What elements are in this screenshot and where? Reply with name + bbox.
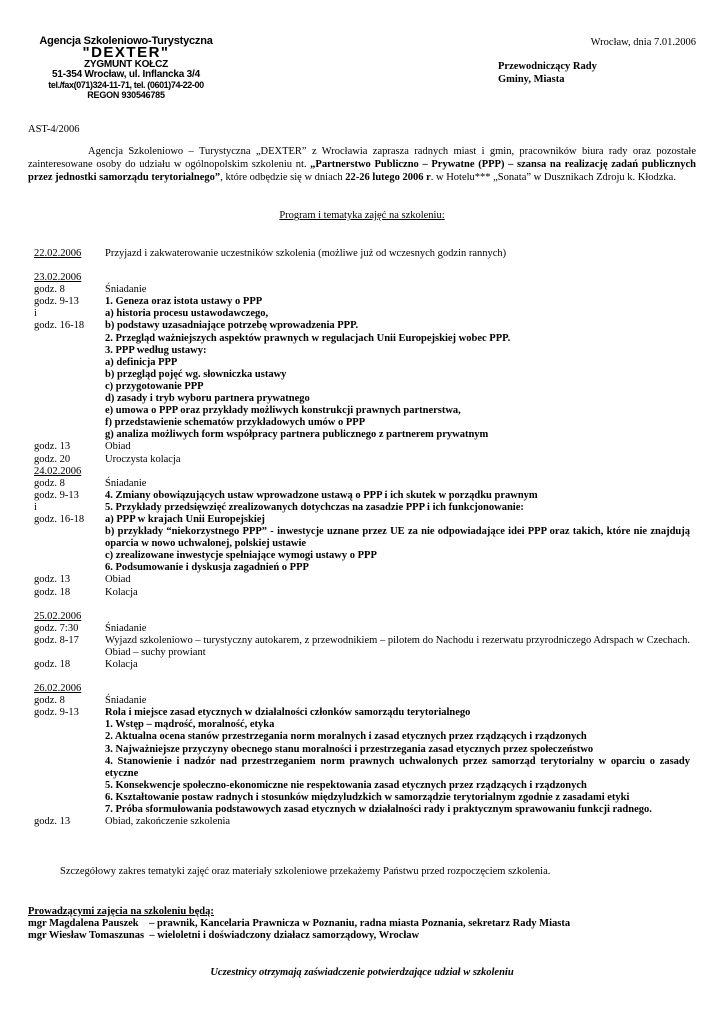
topic-item: 1. Wstęp – mądrość, moralność, etyka xyxy=(105,719,275,731)
intro-text: , które odbędzie się w dniach xyxy=(220,172,346,183)
topic-item: 1. Geneza oraz istota ustawy o PPP xyxy=(105,296,263,308)
stamp-address: 51-354 Wrocław, ul. Inflancka 3/4 xyxy=(52,69,200,80)
detail-note: Szczegółowy zakres tematyki zajęć oraz materiały szkoleniowe przekażemy Państwu przed rozpoczęciem szkolenia. xyxy=(60,866,551,877)
schedule-row xyxy=(34,635,690,659)
time-label: godz. 8 xyxy=(34,284,65,296)
lecturer: mgr Magdalena Pauszek – prawnik, Kancelaria Prawnicza w Poznaniu, radna miasta Poznania, sekretarz Rady Miasta xyxy=(28,918,571,929)
schedule-row xyxy=(34,695,690,707)
stamp-regon: REGON 930546785 xyxy=(87,90,165,100)
schedule-row xyxy=(34,490,690,575)
schedule-row xyxy=(34,272,690,284)
topic-item: 3. PPP według ustawy: xyxy=(105,344,207,356)
time-label: godz. 20 xyxy=(34,453,71,465)
stamp-line: Agencja Szkoleniowo-Turystyczna xyxy=(39,35,213,47)
topic-item: 6. Kształtowanie postaw radnych i stosunków międzyludzkich w samorządzie terytorialnym zgodnie z zasadami etyki xyxy=(105,791,630,803)
schedule-text: Kolacja xyxy=(105,586,138,598)
time-label: godz. 9-13 xyxy=(34,707,79,719)
schedule xyxy=(34,248,690,828)
time-label: godz. 8 xyxy=(34,477,65,489)
company-stamp xyxy=(28,36,224,100)
time-label: godz. 13 xyxy=(34,574,71,586)
topic-item: a) PPP w krajach Unii Europejskiej xyxy=(105,513,265,525)
schedule-row xyxy=(34,441,690,453)
topic-item: g) analiza możliwych form współpracy partnera publicznego z partnerem prywatnym xyxy=(105,429,489,441)
stamp-line: ZYGMUNT KOŁCZ xyxy=(83,59,169,70)
topic-item: 3. Najważniejsze przyczyny obecnego stanu moralności i przestrzegania zasad etycznych przez społeczeństwo xyxy=(105,743,594,755)
topic-list xyxy=(105,296,690,441)
place-date: Wrocław, dnia 7.01.2006 xyxy=(590,37,696,48)
schedule-row xyxy=(34,478,690,490)
day-date: 26.02.2006 xyxy=(34,683,82,695)
time-label: godz. 13 xyxy=(34,816,71,828)
time-label: godz. 9-13 i godz. 16-18 xyxy=(34,296,85,332)
lecturers xyxy=(28,906,570,942)
stamp-phone: tel./fax(071)324-11-71, tel. (0601)74-22-00 xyxy=(48,80,204,90)
lecturer: mgr Wiesław Tomaszunas – wieloletni i doświadczony działacz samorządowy, Wrocław xyxy=(28,930,420,941)
recipient-line: Przewodniczący Rady xyxy=(498,61,597,72)
topic-item: 2. Aktualna ocena stanów przestrzegania norm moralnych i zasad etycznych przez rządzących i rządzonych xyxy=(105,731,587,743)
topic-item: 5. Konsekwencje społeczno-ekonomiczne nie respektowania zasad etycznych przez rządzących i rządzonych xyxy=(105,779,587,791)
training-title: „Partnerstwo Publiczno – Prywatne (PPP) – szansa na realizację zadań publicznych przez jednostki samorządu terytorialnego” xyxy=(28,159,696,183)
certificate-note: Uczestnicy otrzymają zaświadczenie potwierdzające udział w szkoleniu xyxy=(210,967,514,978)
schedule-text: Uroczysta kolacja xyxy=(105,453,181,465)
topic-item: a) definicja PPP xyxy=(105,356,178,368)
topic-item: 5. Przykłady przedsięwzięć zrealizowanych dotychczas na zasadzie PPP i ich funkcjonowanie: xyxy=(105,501,524,513)
topic-item: c) zrealizowane inwestycje spełniające wymogi ustawy o PPP xyxy=(105,550,377,562)
topic-item: b) przykłady “niekorzystnego PPP” - inwestycje uznane przez UE za nie odpowiadające idei PPP oraz takich, które nie znajdują oparcia w nowo uchwalonej, polskiej ustawie xyxy=(105,526,690,550)
intro-text: . w Hotelu*** „Sonata” w Dusznikach Zdroju k. Kłodzka. xyxy=(430,172,676,183)
intro-paragraph xyxy=(28,145,696,184)
time-label: godz. 13 xyxy=(34,441,71,453)
topic-item: b) podstawy uzasadniające potrzebę wprowadzenia PPP. xyxy=(105,320,359,332)
schedule-row xyxy=(34,587,690,599)
topic-list xyxy=(105,490,690,575)
topic-item: b) przegląd pojęć wg. słowniczka ustawy xyxy=(105,368,287,380)
topic-item: f) przedstawienie schematów przykładowych umów o PPP xyxy=(105,417,366,429)
day-date: 22.02.2006 xyxy=(34,248,82,259)
lecturers-heading: Prowadzącymi zajęcia na szkoleniu będą: xyxy=(28,906,214,917)
time-label: godz. 18 xyxy=(34,659,71,670)
schedule-row xyxy=(34,659,690,671)
time-label: godz. 18 xyxy=(34,586,71,598)
topic-item: 6. Podsumowanie i dyskusja zagadnień o PPP xyxy=(105,562,309,574)
schedule-row xyxy=(34,707,690,816)
schedule-row xyxy=(34,816,690,828)
schedule-row xyxy=(34,683,690,695)
schedule-text: Śniadanie xyxy=(105,622,147,634)
schedule-text: Śniadanie xyxy=(105,477,147,489)
topic-item: d) zasady i tryb wyboru partnera prywatnego xyxy=(105,393,310,405)
time-label: godz. 8 xyxy=(34,695,65,707)
schedule-text: Obiad xyxy=(105,574,131,586)
schedule-row xyxy=(34,296,690,441)
topic-item: 2. Przegląd ważniejszych aspektów prawnych w regulacjach Unii Europejskiej wobec PPP. xyxy=(105,332,511,344)
time-label: godz. 7:30 xyxy=(34,622,79,634)
reference-number: AST-4/2006 xyxy=(28,124,80,135)
schedule-row xyxy=(34,623,690,635)
schedule-text: Wyjazd szkoleniowo – turystyczny autokarem, z przewodnikiem – pilotem do Nachodu i rezerwatu przyrodniczego Adrspach w Czechach. Obiad – suchy prowiant xyxy=(105,634,690,658)
schedule-text: Śniadanie xyxy=(105,695,147,707)
intro-text: Agencja Szkoleniowo – Turystyczna „DEXTER” z Wrocławia zaprasza radnych miast i gmin, pracowników biura rady oraz pozostałe zainteresowane osoby do udziału w ogólnopolskim szkoleniu nt. xyxy=(28,146,696,170)
time-label: godz. 8-17 xyxy=(34,634,79,646)
day-date: 23.02.2006 xyxy=(34,272,82,284)
schedule-text: Kolacja xyxy=(105,659,138,670)
time-label: godz. 9-13 i godz. 16-18 xyxy=(34,489,85,525)
topic-item: 4. Zmiany obowiązujących ustaw wprowadzone ustawą o PPP i ich skutek w porządku prawnym xyxy=(105,489,538,501)
topic-item: c) przygotowanie PPP xyxy=(105,380,204,392)
stamp-company-name: "DEXTER" xyxy=(82,44,170,61)
program-title: Program i tematyka zajęć na szkoleniu: xyxy=(279,210,445,221)
schedule-row xyxy=(34,248,690,260)
day-date: 24.02.2006 xyxy=(34,465,82,477)
recipient xyxy=(498,60,597,86)
day-date: 25.02.2006 xyxy=(34,610,82,622)
topic-item: 4. Stanowienie i nadzór nad przestrzeganiem norm prawnych uchwalonych przez samorząd terytorialny w oparciu o zasady etyczne xyxy=(105,755,690,779)
topic-item: a) historia procesu ustawodawczego, xyxy=(105,308,269,320)
topic-item: Rola i miejsce zasad etycznych w działalności członków samorządu terytorialnego xyxy=(105,707,471,719)
schedule-row xyxy=(34,454,690,466)
schedule-row xyxy=(34,611,690,623)
schedule-text: Śniadanie xyxy=(105,284,147,296)
topic-list xyxy=(105,707,690,816)
schedule-text: Obiad xyxy=(105,441,131,453)
schedule-row xyxy=(34,466,690,478)
schedule-row xyxy=(34,284,690,296)
topic-item: 7. Próba sformułowania podstawowych zasad etycznych w działalności rady i praktycznym sprawowaniu funkcji radnego. xyxy=(105,804,652,816)
schedule-text: Przyjazd i zakwaterowanie uczestników szkolenia (możliwe już od wczesnych godzin rannych) xyxy=(105,248,507,259)
schedule-row xyxy=(34,574,690,586)
schedule-text: Obiad, zakończenie szkolenia xyxy=(105,816,231,828)
recipient-line: Gminy, Miasta xyxy=(498,74,565,85)
topic-item: e) umowa o PPP oraz przykłady możliwych konstrukcji prawnych partnerstwa, xyxy=(105,405,461,417)
training-dates: 22-26 lutego 2006 r xyxy=(345,172,431,183)
